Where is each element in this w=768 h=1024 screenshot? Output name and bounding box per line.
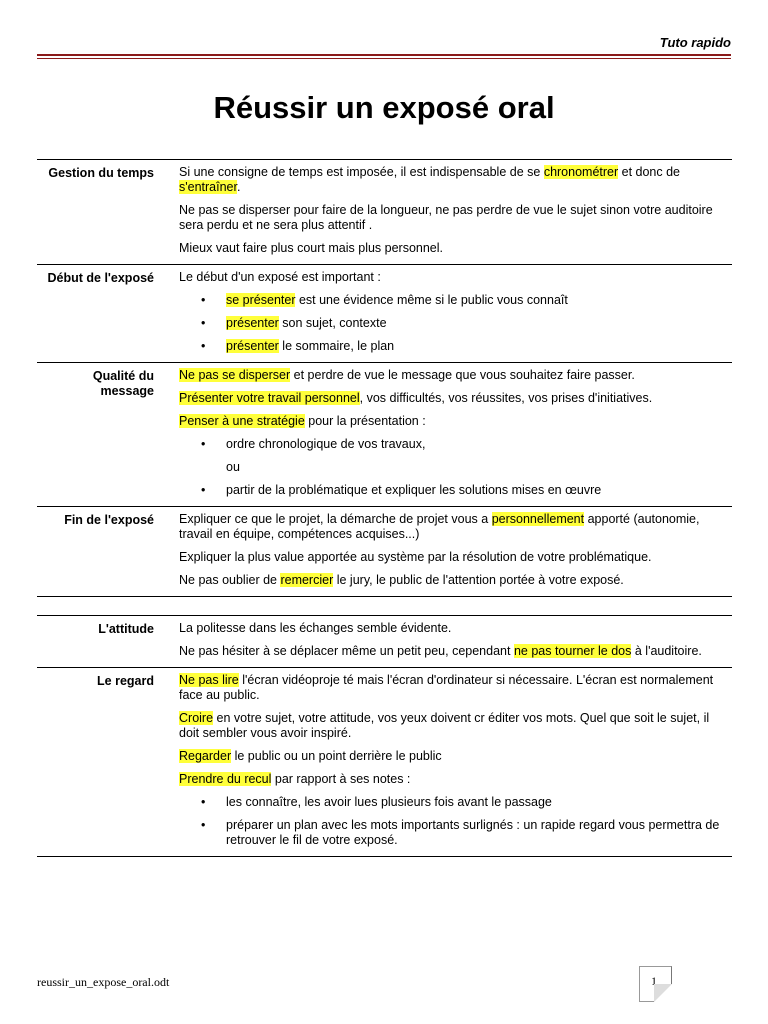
highlighted-text: Ne pas lire [179,673,239,687]
section-label: Début de l'exposé [47,271,154,285]
highlighted-text: présenter [226,316,279,330]
list-item [179,460,732,475]
list-item [179,795,732,810]
highlighted-text: se présenter [226,293,296,307]
content-table [37,159,732,857]
section-content [154,673,732,848]
section-row [37,159,732,264]
paragraph [179,573,732,588]
highlighted-text: Croire [179,711,214,725]
highlighted-text: Regarder [179,749,232,763]
highlighted-text: Penser à une stratégie [179,414,305,428]
text-run: La politesse dans les échanges semble évidente. [179,621,452,635]
text-run: est une évidence même si le public vous connaît [295,293,568,307]
page-number: 1 [651,974,657,988]
highlighted-text: présenter [226,339,279,353]
highlighted-text: personnellement [491,512,585,526]
section-label: Le regard [97,674,154,688]
paragraph [179,203,732,233]
paragraph [179,621,732,636]
section-content [154,368,732,498]
text-run: et donc de [618,165,681,179]
text-run: Ne pas se disperser pour faire de la longueur, ne pas perdre de vue le sujet sinon votre auditoire sera perdu et ne sera plus attentif . [179,203,713,232]
text-run: le public ou un point derrière le public [231,749,442,763]
bullet-list [179,293,732,354]
text-run: le sommaire, le plan [278,339,395,353]
section-content [154,270,732,354]
paragraph [179,165,732,195]
text-run: les connaître, les avoir lues plusieurs fois avant le passage [226,795,552,809]
table-gap [37,597,732,615]
paragraph [179,673,732,703]
paragraph [179,241,732,256]
paragraph [179,550,732,565]
list-item [179,818,732,848]
text-run: par rapport à ses notes : [271,772,411,786]
text-run: en votre sujet, votre attitude, vos yeux doivent cr éditer vos mots. Quel que soit le sujet, il doit sembler vous avoir inspiré. [179,711,710,740]
highlighted-text: Présenter votre travail personnel [179,391,360,405]
text-run: Expliquer la plus value apportée au système par la résolution de votre problématique. [179,550,652,564]
page-title: Réussir un exposé oral [213,90,555,125]
section-row [37,506,732,597]
text-run: son sujet, contexte [278,316,387,330]
bullet-list [179,795,732,848]
page-number-box [639,966,672,1002]
text-run: ordre chronologique de vos travaux, [226,437,426,451]
text-run: le jury, le public de l'attention portée à votre exposé. [333,573,624,587]
text-run: préparer un plan avec les mots importants surlignés : un rapide regard vous permettra de retrouver le fil de votre exposé. [226,818,720,847]
section-label: Gestion du temps [48,166,154,180]
bullet-list [179,437,732,498]
paragraph [179,368,732,383]
section-content [154,165,732,256]
text-run: pour la présentation : [304,414,426,428]
page-curl-icon [654,984,672,1002]
text-run: Le début d'un exposé est important : [179,270,381,284]
section-content [154,621,732,659]
section-row [37,667,732,857]
text-run: l'écran vidéoproje té mais l'écran d'ordinateur si nécessaire. L'écran est normalement face au public. [179,673,714,702]
text-run: Ne pas oublier de [179,573,281,587]
text-run: , vos difficultés, vos réussites, vos prises d'initiatives. [359,391,653,405]
section-label: Qualité du message [92,369,154,398]
highlighted-text: Ne pas se disperser [179,368,291,382]
section-label: L'attitude [98,622,154,636]
paragraph [179,270,732,285]
paragraph [179,512,732,542]
highlighted-text: Prendre du recul [179,772,272,786]
list-item [179,339,732,354]
paragraph [179,644,732,659]
paragraph [179,749,732,764]
text-run: Expliquer ce que le projet, la démarche de projet vous a [179,512,492,526]
section-label: Fin de l'exposé [64,513,154,527]
section-row [37,362,732,506]
paragraph [179,711,732,741]
section-row [37,264,732,362]
text-run: ou [226,460,240,474]
text-run: Mieux vaut faire plus court mais plus personnel. [179,241,444,255]
highlighted-text: s'entraîner [179,180,237,194]
list-item [179,483,732,498]
list-item [179,437,732,452]
text-run: apporté (autonomie, travail en équipe, compétences acquises...) [179,512,700,541]
text-run: . [236,180,241,194]
paragraph [179,772,732,787]
text-run: Si une consigne de temps est imposée, il est indispensable de se [179,165,544,179]
paragraph [179,391,732,406]
section-row [37,615,732,667]
list-item [179,316,732,331]
highlighted-text: remercier [280,573,334,587]
highlighted-text: chronométrer [543,165,619,179]
text-run: et perdre de vue le message que vous souhaitez faire passer. [290,368,635,382]
header-rule [37,54,731,56]
highlighted-text: ne pas tourner le dos [513,644,632,658]
header-tag: Tuto rapido [659,35,731,50]
section-content [154,512,732,588]
list-item [179,293,732,308]
text-run: Ne pas hésiter à se déplacer même un petit peu, cependant [179,644,514,658]
text-run: à l'auditoire. [631,644,702,658]
header-rule-thin [37,58,731,59]
footer-filename: reussir_un_expose_oral.odt [37,975,170,989]
paragraph [179,414,732,429]
text-run: partir de la problématique et expliquer les solutions mises en œuvre [226,483,602,497]
